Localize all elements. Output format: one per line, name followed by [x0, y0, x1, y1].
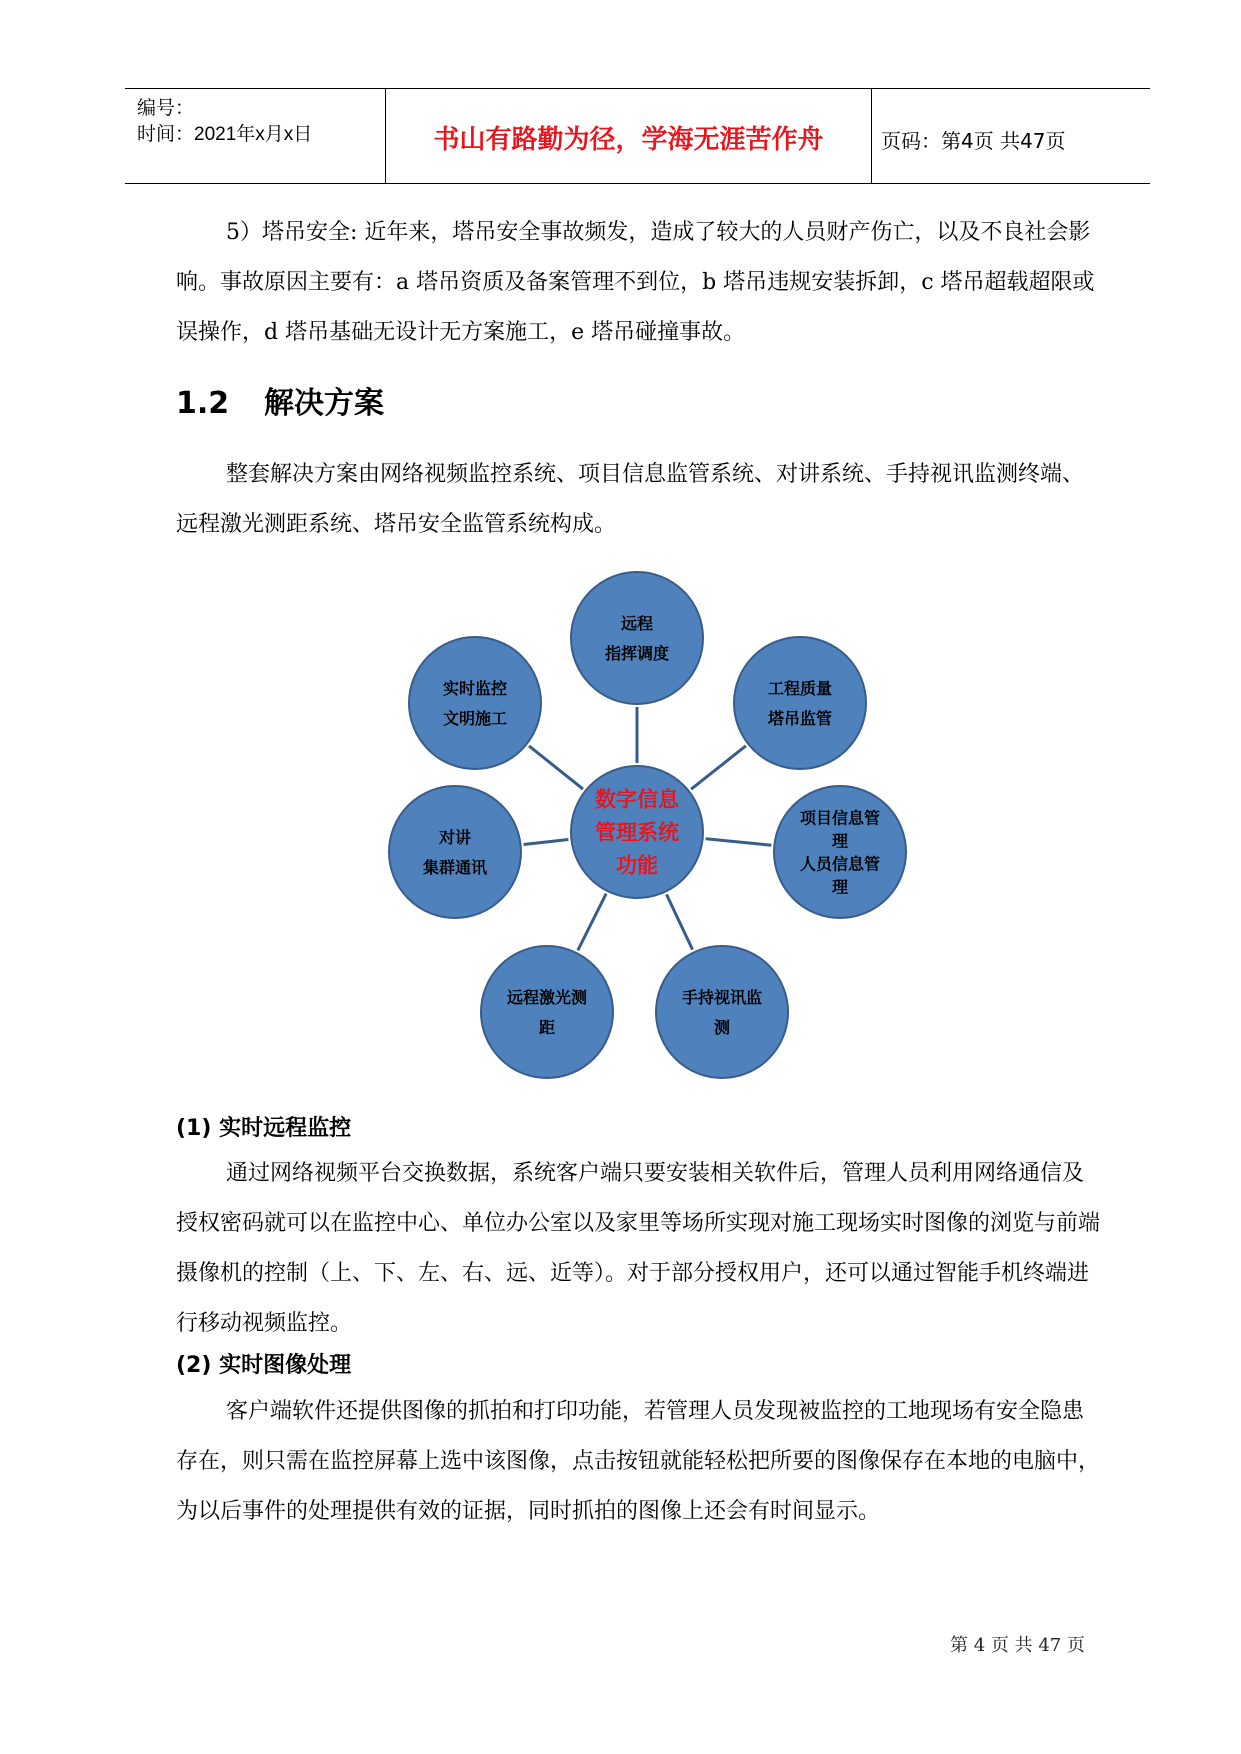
node-laser-ranging [481, 946, 613, 1078]
node-handheld-monitoring-circle [656, 946, 788, 1078]
node-remote-dispatch-circle [571, 572, 703, 704]
node-project-personnel-label-0: 项目信息管 [799, 808, 881, 828]
header-page-cell [871, 89, 1150, 183]
section-number: 1.2 [176, 386, 230, 421]
node-quality-crane [734, 637, 866, 769]
page-header [125, 88, 1150, 184]
subheading-realtime-monitoring: (1) 实时远程监控 [176, 1116, 352, 1141]
header-meta-cell [125, 89, 385, 183]
page-footer: 第 4 页 共 47 页 [950, 1635, 1085, 1656]
node-laser-ranging-label-0: 远程激光测 [506, 987, 588, 1007]
document-number-label: 编号： [137, 98, 195, 119]
node-quality-crane-label-0: 工程质量 [767, 678, 833, 698]
subheading-image-processing: (2) 实时图像处理 [176, 1353, 352, 1378]
node-remote-dispatch-label-0: 远程 [620, 613, 654, 633]
connector-node-quality-crane [691, 746, 746, 789]
document-date: 时间：2021年x月x日 [137, 124, 313, 145]
node-project-personnel-label-2: 人员信息管 [799, 854, 881, 874]
node-intercom-circle [389, 786, 521, 918]
node-intercom-label-1: 集群通讯 [422, 857, 488, 877]
header-page-info: 页码：第4页 共47页 [881, 129, 1066, 153]
connector-node-project-personnel [706, 839, 772, 845]
node-handheld-monitoring-label-0: 手持视讯监 [681, 987, 763, 1007]
node-laser-ranging-circle [481, 946, 613, 1078]
node-remote-dispatch-label-1: 指挥调度 [604, 643, 670, 663]
node-project-personnel-label-1: 理 [831, 831, 849, 851]
connector-node-handheld-monitoring [666, 894, 692, 949]
node-handheld-monitoring [656, 946, 788, 1078]
paragraph-tower-crane-safety: 5）塔吊安全: 近年来，塔吊安全事故频发，造成了较大的人员财产伤亡，以及不良社会影响。事故原因主要有：a 塔吊资质及备案管理不到位，b 塔吊违规安装拆卸，c 塔吊超载超限或误操作，d 塔吊基础无设计无方案施工，e 塔吊碰撞事故。 [176, 220, 1095, 345]
node-site-monitoring-circle [409, 637, 541, 769]
node-site-monitoring [409, 637, 541, 769]
connector-node-intercom [524, 840, 569, 845]
section-heading [176, 378, 384, 422]
node-laser-ranging-label-1: 距 [538, 1017, 556, 1037]
center-node-label-1: 管理系统 [595, 820, 679, 845]
center-node-label-0: 数字信息 [595, 787, 679, 812]
node-remote-dispatch [571, 572, 703, 704]
section-title: 解决方案 [264, 386, 384, 421]
node-project-personnel [774, 786, 906, 918]
node-intercom [389, 786, 521, 918]
connector-node-laser-ranging [578, 894, 606, 951]
system-function-diagram [360, 555, 920, 1095]
node-handheld-monitoring-label-1: 测 [713, 1017, 731, 1037]
node-site-monitoring-label-1: 文明施工 [442, 708, 508, 728]
node-project-personnel-label-3: 理 [831, 877, 849, 897]
node-project-personnel-circle [774, 786, 906, 918]
node-site-monitoring-label-0: 实时监控 [442, 678, 508, 698]
node-intercom-label-0: 对讲 [438, 827, 472, 847]
connector-node-site-monitoring [529, 746, 583, 789]
motto-text: 书山有路勤为径，学海无涯苦作舟 [433, 125, 824, 155]
center-node [571, 766, 703, 898]
paragraph-solution-overview: 整套解决方案由网络视频监控系统、项目信息监管系统、对讲系统、手持视讯监测终端、远程激光测距系统、塔吊安全监管系统构成。 [176, 462, 1085, 537]
header-motto-cell [385, 89, 872, 183]
node-quality-crane-circle [734, 637, 866, 769]
center-node-label-2: 功能 [616, 853, 658, 878]
paragraph-image-processing: 客户端软件还提供图像的抓拍和打印功能，若管理人员发现被监控的工地现场有安全隐患存在，则只需在监控屏幕上选中该图像，点击按钮就能轻松把所要的图像保存在本地的电脑中，为以后事件的处理提供有效的证据，同时抓拍的图像上还会有时间显示。 [176, 1399, 1101, 1524]
node-quality-crane-label-1: 塔吊监管 [767, 708, 833, 728]
paragraph-realtime-monitoring: 通过网络视频平台交换数据，系统客户端只要安装相关软件后，管理人员利用网络通信及授权密码就可以在监控中心、单位办公室以及家里等场所实现对施工现场实时图像的浏览与前端摄像机的控制（上、下、左、右、远、近等）。对于部分授权用户，还可以通过智能手机终端进行移动视频监控。 [176, 1161, 1101, 1336]
